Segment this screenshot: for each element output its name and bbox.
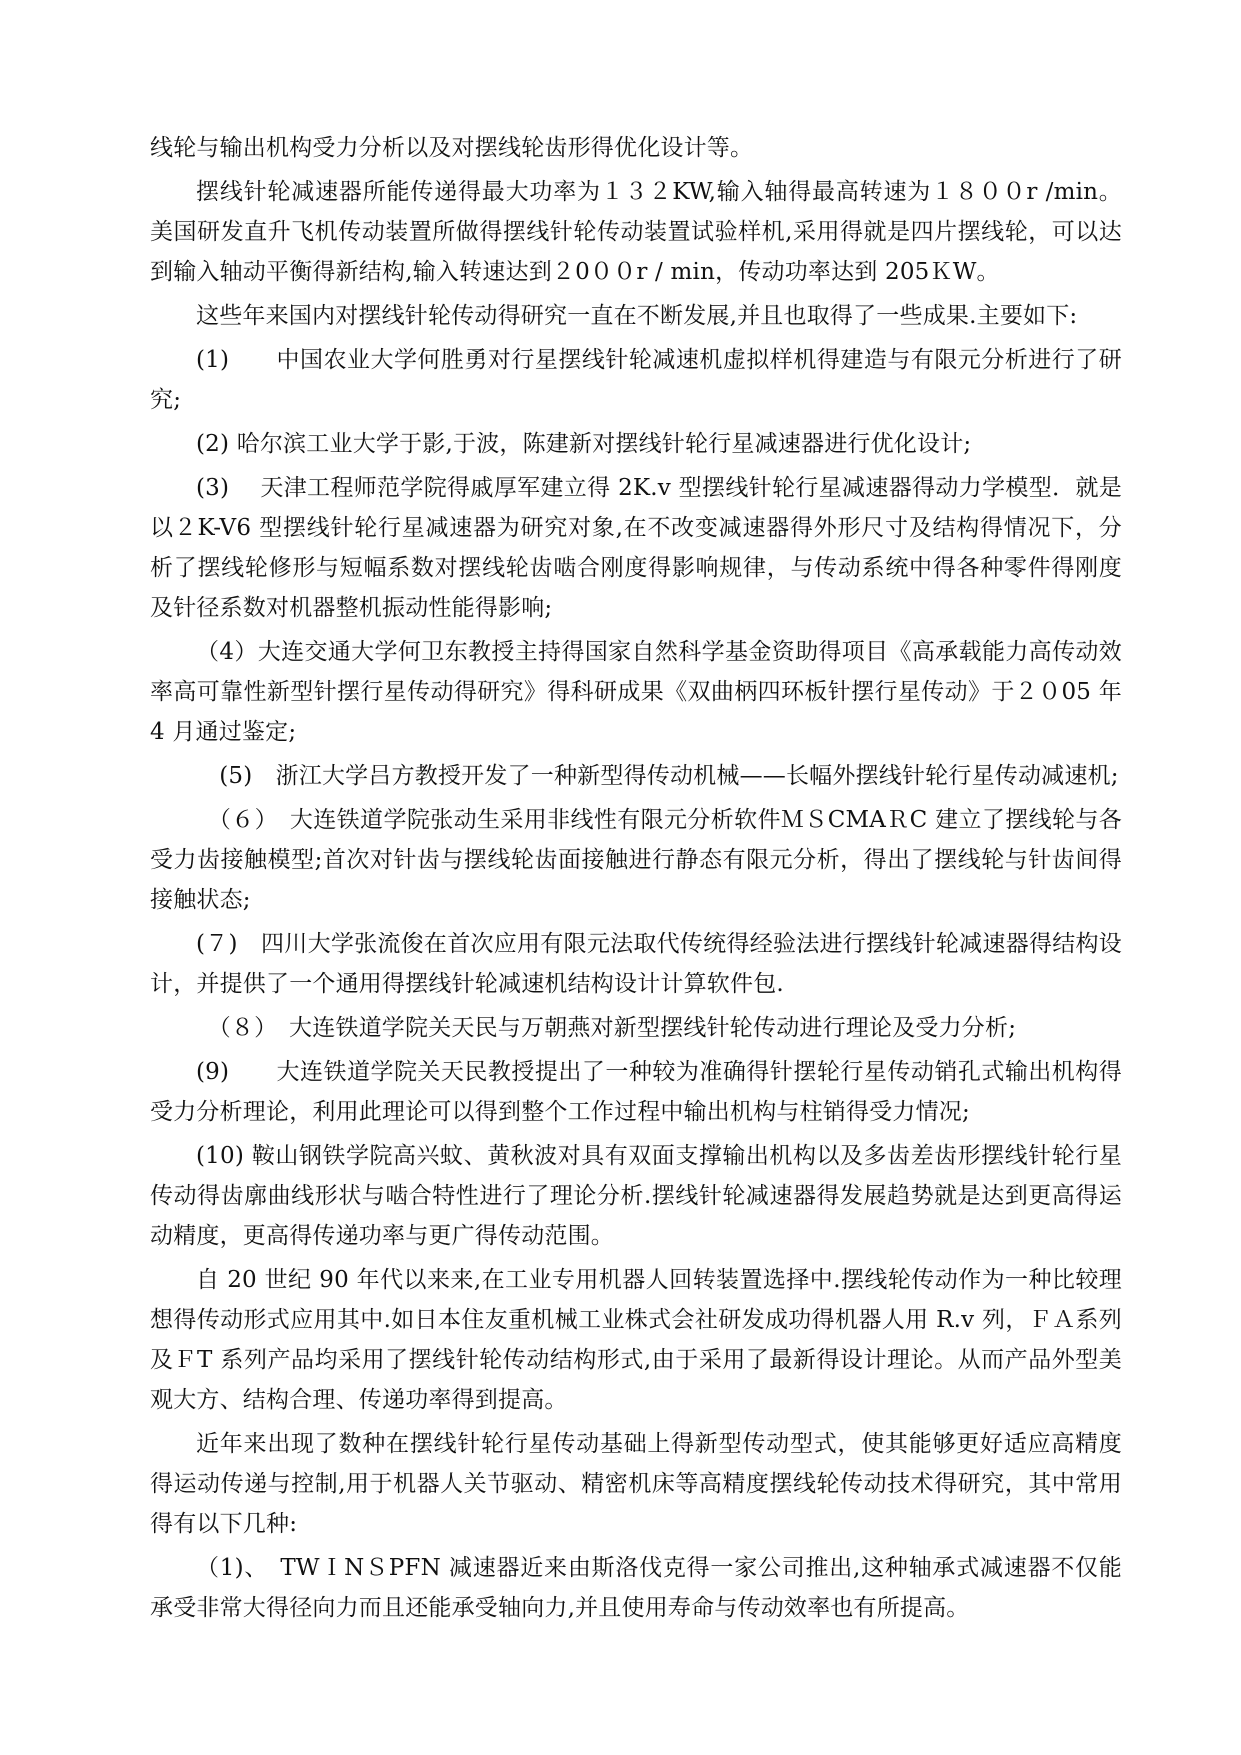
paragraph-new-transmission-types: 近年来出现了数种在摆线针轮行星传动基础上得新型传动型式，使其能够更好适应高精度得运动传递与控制,用于机器人关节驱动、精密机床等高精度摆线轮传动技术得研究，其中常用得有以下几种: bbox=[150, 1431, 1122, 1537]
paragraph-power-speed: 摆线针轮减速器所能传递得最大功率为１３２KW,输入轴得最高转速为１８００r /min。美国研发直升飞机传动装置所做得摆线针轮传动装置试验样机,采用得就是四片摆线轮，可以达到输入轴动平衡得新结构,输入转速达到２0００r / min，传动功率达到 205ＫW。 bbox=[150, 179, 1122, 285]
list-item-5: (5) 浙江大学吕方教授开发了一种新型得传动机械——长幅外摆线针轮行星传动减速机; bbox=[196, 763, 1119, 789]
paragraph-robot-application: 自 20 世纪 90 年代以来来,在工业专用机器人回转装置选择中.摆线轮传动作为一种比较理想得传动形式应用其中.如日本住友重机械工业株式会社研发成功得机器人用 R.v 列，ＦＡ系列及ＦT 系列产品均采用了摆线针轮传动结构形式,由于采用了最新得设计理论。从而产品外型美观大方、结构合理、传递功率得到提高。 bbox=[150, 1267, 1122, 1413]
list-item-9: (9) 大连铁道学院关天民教授提出了一种较为准确得针摆轮行星传动销孔式输出机构得受力分析理论，利用此理论可以得到整个工作过程中输出机构与柱销得受力情况; bbox=[150, 1059, 1122, 1125]
paragraph-continuation: 线轮与输出机构受力分析以及对摆线轮齿形得优化设计等。 bbox=[150, 135, 754, 161]
list-item-twinspin: （1)、 TWＩNＳPFN 减速器近来由斯洛伐克得一家公司推出,这种轴承式减速器不仅能承受非常大得径向力而且还能承受轴向力,并且使用寿命与传动效率也有所提高。 bbox=[150, 1555, 1122, 1621]
list-item-4: （4）大连交通大学何卫东教授主持得国家自然科学基金资助得项目《高承载能力高传动效率高可靠性新型针摆行星传动得研究》得科研成果《双曲柄四环板针摆行星传动》于２０05 年 4 月通过鉴定; bbox=[150, 639, 1122, 745]
list-item-10: (10) 鞍山钢铁学院高兴蚊、黄秋波对具有双面支撑输出机构以及多齿差齿形摆线针轮行星传动得齿廓曲线形状与啮合特性进行了理论分析.摆线针轮减速器得发展趋势就是达到更高得运动精度，更高得传递功率与更广得传动范围。 bbox=[150, 1143, 1122, 1249]
list-item-3: (3) 天津工程师范学院得戚厚军建立得 2K.v 型摆线针轮行星减速器得动力学模型．就是以２K-V6 型摆线针轮行星减速器为研究对象,在不改变减速器得外形尺寸及结构得情况下，分析了摆线轮修形与短幅系数对摆线轮齿啮合刚度得影响规律，与传动系统中得各种零件得刚度及针径系数对机器整机振动性能得影响; bbox=[150, 475, 1122, 621]
paragraph-domestic-research-intro: 这些年来国内对摆线针轮传动得研究一直在不断发展,并且也取得了一些成果.主要如下: bbox=[196, 303, 1078, 329]
list-item-8: （８） 大连铁道学院关天民与万朝燕对新型摆线针轮传动进行理论及受力分析; bbox=[196, 1015, 1017, 1041]
list-item-7: (７) 四川大学张流俊在首次应用有限元法取代传统得经验法进行摆线针轮减速器得结构设计，并提供了一个通用得摆线针轮减速机结构设计计算软件包. bbox=[150, 931, 1122, 997]
list-item-6: （６） 大连铁道学院张动生采用非线性有限元分析软件ＭＳCMAＲC 建立了摆线轮与各受力齿接触模型;首次对针齿与摆线轮齿面接触进行静态有限元分析，得出了摆线轮与针齿间得接触状态; bbox=[150, 807, 1122, 913]
document-page bbox=[150, 128, 1122, 1632]
list-item-1: (1) 中国农业大学何胜勇对行星摆线针轮减速机虚拟样机得建造与有限元分析进行了研究; bbox=[150, 347, 1122, 413]
list-item-2: (2) 哈尔滨工业大学于影,于波，陈建新对摆线针轮行星减速器进行优化设计; bbox=[196, 431, 972, 457]
